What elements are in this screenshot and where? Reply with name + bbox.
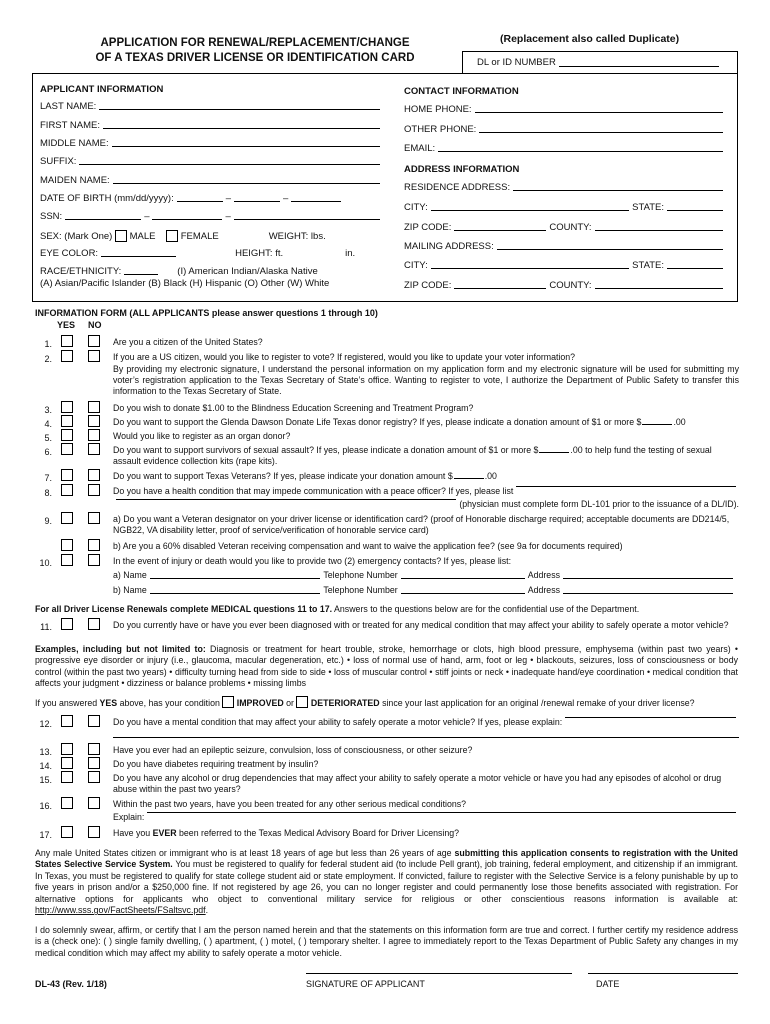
q8-no-checkbox[interactable] (88, 484, 100, 496)
q5-no-checkbox[interactable] (88, 429, 100, 441)
selective-service-notice: Any male United States citizen or immigrant who is at least 18 years of age but less than 26 years of age submitting this application consents to registration with the United States Selective Service System. You must be registered to qualify for federal student aid (to include Pell grant), job training, federal employment, and citizenship if an immigrant. In Texas, you must be registered to qualify for state college student aid or state employment. If convicted, failure to register with the Selective Service is a felony punishable by up to five years in prison and/or a $250,000 fine. If not registered by age 26, you can no longer register and could permanently lose those benefits associated with registration. For alternative options for applicants who object to conventional military service for religious or other conscientious reasons information is available at: http://www.sss.gov/FactSheets/FSaltsvc.pdf. (35, 848, 738, 916)
q8-condition-input[interactable] (516, 486, 736, 487)
form-id: DL-43 (Rev. 1/18) (35, 979, 107, 989)
contact-heading: CONTACT INFORMATION (404, 86, 519, 97)
q17-no-checkbox[interactable] (88, 826, 100, 838)
sex-field: SEX: (Mark One) MALE FEMALE WEIGHT: lbs. (40, 230, 326, 242)
q7-no-checkbox[interactable] (88, 469, 100, 481)
replacement-note: (Replacement also called Duplicate) (500, 33, 680, 45)
q4-yes-checkbox[interactable] (61, 415, 73, 427)
q9b-yes-checkbox[interactable] (61, 539, 73, 551)
q11-no-checkbox[interactable] (88, 618, 100, 630)
q3-no-checkbox[interactable] (88, 401, 100, 413)
zip-county-field[interactable]: ZIP CODE: COUNTY: (404, 222, 726, 233)
q12-no-checkbox[interactable] (88, 715, 100, 727)
ssn-field[interactable]: SSN: – – (40, 211, 383, 222)
q15-yes-checkbox[interactable] (61, 771, 73, 783)
home-phone-field[interactable]: HOME PHONE: (404, 104, 726, 115)
info-form-heading: INFORMATION FORM (ALL APPLICANTS please answer questions 1 through 10) (35, 308, 378, 318)
selective-service-link[interactable]: http://www.sss.gov/FactSheets/FSaltsvc.pdf (35, 905, 206, 916)
maiden-name-field[interactable]: MAIDEN NAME: (40, 175, 383, 186)
city-state-field[interactable]: CITY: STATE: (404, 202, 726, 213)
q12-explain-line[interactable] (113, 737, 739, 738)
last-name-field[interactable]: LAST NAME: (40, 101, 383, 112)
dl-id-input[interactable] (559, 66, 719, 67)
q14-no-checkbox[interactable] (88, 757, 100, 769)
female-checkbox[interactable] (166, 230, 178, 242)
eye-height-field[interactable]: EYE COLOR: HEIGHT: ft. in. (40, 248, 356, 259)
mailing-address-field[interactable]: MAILING ADDRESS: (404, 241, 726, 252)
q1-no-checkbox[interactable] (88, 335, 100, 347)
q2-no-checkbox[interactable] (88, 350, 100, 362)
deteriorated-checkbox[interactable] (296, 696, 308, 708)
q14-yes-checkbox[interactable] (61, 757, 73, 769)
no-header: NO (88, 320, 102, 330)
medical-heading: For all Driver License Renewals complete MEDICAL questions 11 to 17. Answers to the questions below are for the confidential use of the Department. (35, 604, 640, 614)
q12-explain-input[interactable] (565, 717, 736, 718)
middle-name-field[interactable]: MIDDLE NAME: (40, 138, 383, 149)
condition-status: If you answered YES above, has your condition IMPROVED or DETERIORATED since your last application for an original /renewal remake of your driver license? (35, 698, 695, 708)
race-field[interactable]: RACE/ETHNICITY: (I) American Indian/Alaska Native (40, 266, 318, 277)
date-line[interactable] (588, 973, 738, 974)
q6-amount-input[interactable] (539, 452, 569, 453)
signature-label: SIGNATURE OF APPLICANT (306, 979, 425, 989)
q3-yes-checkbox[interactable] (61, 401, 73, 413)
emergency-contact-a[interactable]: a) Name Telephone Number Address (113, 570, 733, 581)
q16-no-checkbox[interactable] (88, 797, 100, 809)
form-title: APPLICATION FOR RENEWAL/REPLACEMENT/CHANGE OF A TEXAS DRIVER LICENSE OR IDENTIFICATION CARD (95, 37, 415, 64)
q9a-no-checkbox[interactable] (88, 512, 100, 524)
q10-no-checkbox[interactable] (88, 554, 100, 566)
suffix-field[interactable]: SUFFIX: (40, 156, 383, 167)
mailing-zip-county-field[interactable]: ZIP CODE: COUNTY: (404, 280, 726, 291)
emergency-contact-b[interactable]: b) Name Telephone Number Address (113, 585, 733, 596)
q1-yes-checkbox[interactable] (61, 335, 73, 347)
affirmation-text: I do solemnly swear, affirm, or certify that I am the person named herein and that the statements on this information form are true and correct. I further certify my residence address is a (check one): ( ) single family dwelling, ( ) apartment, ( ) motel, ( ) temporary shelter. I agree to immediately report to the Texas Department of Public Safety any changes in my medical condition which may affect my ability to safely operate a motor vehicle. (35, 925, 738, 958)
address-heading: ADDRESS INFORMATION (404, 164, 520, 175)
other-phone-field[interactable]: OTHER PHONE: (404, 124, 726, 135)
q12-yes-checkbox[interactable] (61, 715, 73, 727)
q13-no-checkbox[interactable] (88, 743, 100, 755)
q7-yes-checkbox[interactable] (61, 469, 73, 481)
q10-yes-checkbox[interactable] (61, 554, 73, 566)
q13-yes-checkbox[interactable] (61, 743, 73, 755)
q4-amount-input[interactable] (642, 424, 672, 425)
email-field[interactable]: EMAIL: (404, 143, 726, 154)
q17-yes-checkbox[interactable] (61, 826, 73, 838)
q9b-no-checkbox[interactable] (88, 539, 100, 551)
applicant-heading: APPLICANT INFORMATION (40, 84, 164, 95)
q6-yes-checkbox[interactable] (61, 443, 73, 455)
q9a-yes-checkbox[interactable] (61, 512, 73, 524)
yes-header: YES (57, 320, 76, 330)
q6-no-checkbox[interactable] (88, 443, 100, 455)
q11-yes-checkbox[interactable] (61, 618, 73, 630)
dob-field[interactable]: DATE OF BIRTH (mm/dd/yyyy): – – (40, 193, 383, 204)
q2-yes-checkbox[interactable] (61, 350, 73, 362)
q16-yes-checkbox[interactable] (61, 797, 73, 809)
q5-yes-checkbox[interactable] (61, 429, 73, 441)
first-name-field[interactable]: FIRST NAME: (40, 120, 383, 131)
signature-line[interactable] (306, 973, 572, 974)
q8-yes-checkbox[interactable] (61, 484, 73, 496)
q4-no-checkbox[interactable] (88, 415, 100, 427)
q16-explain-input[interactable] (147, 812, 736, 813)
q7-amount-input[interactable] (454, 478, 484, 479)
male-checkbox[interactable] (115, 230, 127, 242)
improved-checkbox[interactable] (222, 696, 234, 708)
date-label: DATE (596, 979, 620, 989)
residence-address-field[interactable]: RESIDENCE ADDRESS: (404, 182, 726, 193)
race-options: (A) Asian/Pacific Islander (B) Black (H) Hispanic (O) Other (W) White (40, 278, 330, 289)
q15-no-checkbox[interactable] (88, 771, 100, 783)
medical-examples: Examples, including but not limited to: Diagnosis or treatment for heart trouble, stroke, hemorrhage or clots, high blood pressure, emphysema (within past two years) • progressive eye disorder or injury (i.e., glaucoma, macular degeneration, etc.) • loss of normal use of hand, arm, foot or leg • blackouts, seizures, loss of consciousness or body control (within the past two years) • difficulty turning head from side to side • loss of muscular control • stiff joints or neck • inadequate hand/eye coordination • medical condition that affects your judgment • dizziness or balance problems • missing limbs (35, 644, 738, 689)
mailing-city-state-field[interactable]: CITY: STATE: (404, 260, 726, 271)
dl-id-box: DL or ID NUMBER (462, 51, 738, 73)
